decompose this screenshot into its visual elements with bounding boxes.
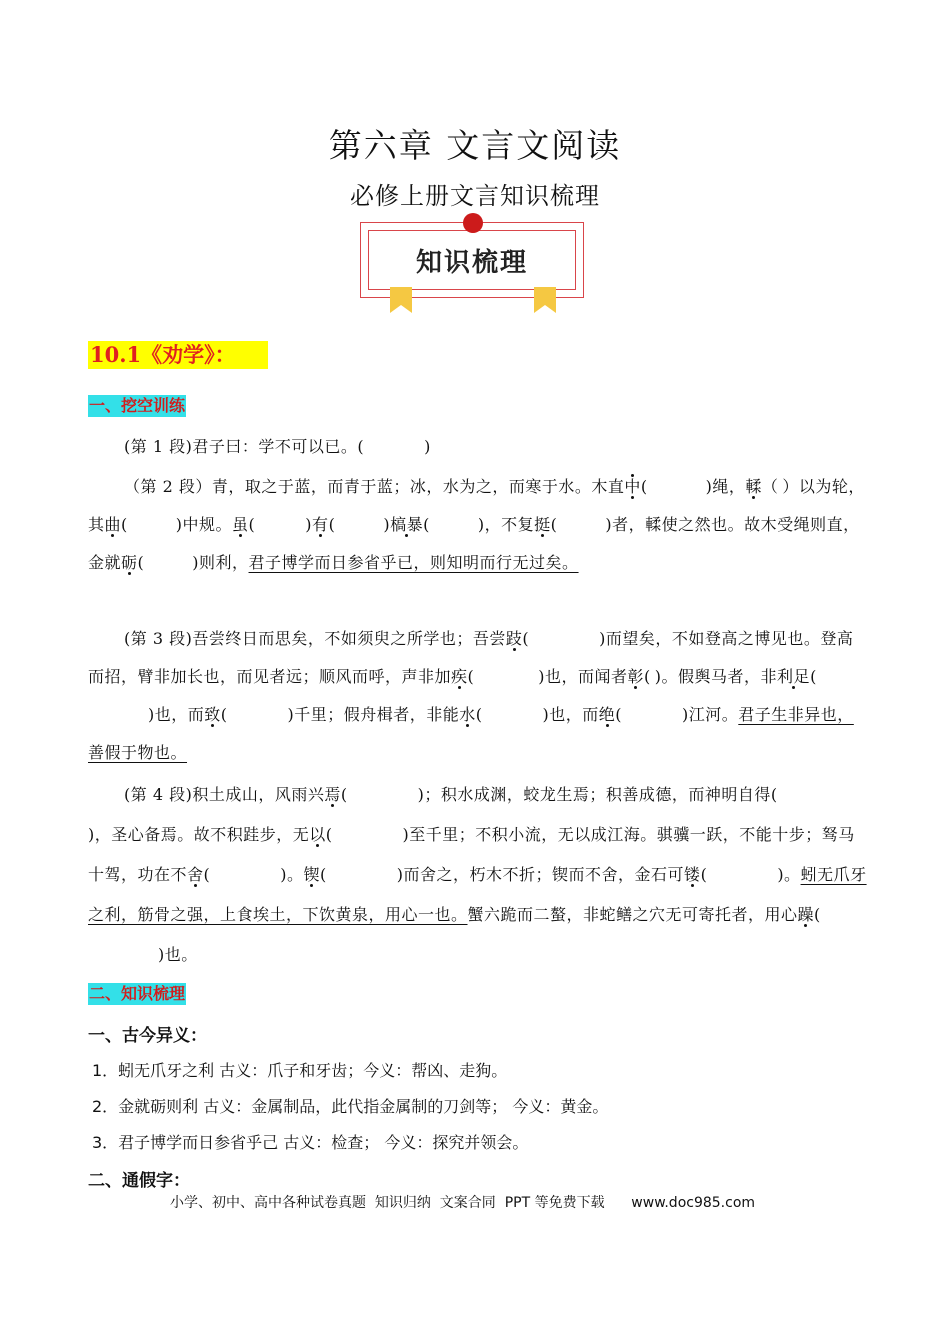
text-span: (第 4 段)积土成山，风雨兴 xyxy=(124,785,325,804)
dotted-word: 锲 xyxy=(303,865,321,884)
dotted-word: 疾 xyxy=(451,667,468,686)
section-title: 10.1《劝学》： xyxy=(88,341,268,369)
text-span: (第 1 段)君子曰：学不可以已。( xyxy=(124,437,365,456)
text-span: )而望矣，不如登高之博见也。登高而招，臂非加长也，而见者远；顺风而呼，声非加 xyxy=(88,629,854,686)
text-span: ( xyxy=(121,515,128,534)
text-span: ）以为轮，其 xyxy=(88,477,865,534)
dotted-word: 焉 xyxy=(324,785,341,804)
paragraph-4 xyxy=(88,775,868,975)
text-span: ( xyxy=(340,785,348,804)
chapter-title: 第六章 文言文阅读 xyxy=(328,126,622,165)
dotted-word: 镂 xyxy=(684,865,701,884)
dotted-word: 躁 xyxy=(797,905,815,924)
text-span: （ xyxy=(761,477,779,496)
ribbon-icon xyxy=(534,287,556,313)
text-span: )，圣心备焉。故不积跬步，无 xyxy=(88,825,310,844)
text-span: )则利， xyxy=(192,553,249,572)
text-span: )，不复 xyxy=(477,515,535,534)
text-span: )绳， xyxy=(705,477,746,496)
ancient-modern-meaning-heading: 一、古今异义： xyxy=(88,1026,207,1046)
text-span: ( xyxy=(814,905,821,924)
dotted-word: 中 xyxy=(624,477,641,496)
underlined-sentence: 君子博学而日参省乎已，则知明而行无过矣。 xyxy=(248,553,579,572)
dotted-word: 致 xyxy=(204,705,221,724)
text-span: )也，而闻者 xyxy=(538,667,628,686)
badge-label: 知识梳理 xyxy=(368,230,576,290)
text-span: )也。 xyxy=(158,945,198,964)
dotted-word: 砺 xyxy=(121,553,138,572)
page-subtitle: 必修上册文言知识梳理 xyxy=(350,182,600,210)
text-span: ( xyxy=(423,515,430,534)
text-span: )至千里；不积小流，无以成江海。骐骥一跃，不能十步；驽马十驾，功在不 xyxy=(88,825,855,884)
text-span: ( xyxy=(137,553,145,572)
text-span: )也，而 xyxy=(148,705,205,724)
dotted-word: 利足 xyxy=(777,667,811,686)
text-span: ( xyxy=(640,477,648,496)
text-span: ( xyxy=(320,865,327,884)
dotted-word: 彰 xyxy=(627,667,645,686)
text-span: ( xyxy=(203,865,211,884)
dotted-word: 以 xyxy=(309,825,326,844)
text-span: ( xyxy=(700,865,708,884)
text-span: )中规。 xyxy=(175,515,233,534)
dotted-word: 跂 xyxy=(505,629,523,648)
text-span: )。 xyxy=(777,865,801,884)
dotted-word: 有 xyxy=(312,515,329,534)
dotted-word: 舍 xyxy=(187,865,204,884)
text-span: ) xyxy=(424,437,431,456)
dotted-word: 水 xyxy=(459,705,476,724)
paragraph-1 xyxy=(88,428,868,466)
text-span: ( xyxy=(328,515,336,534)
text-span: )。 xyxy=(280,865,304,884)
text-span: (第 3 段)吾尝终日而思矣，不如须臾之所学也；吾尝 xyxy=(124,629,506,648)
text-span: )也，而 xyxy=(542,705,599,724)
dotted-word: 輮 xyxy=(745,477,762,496)
list-item: 3．君子博学而日参省乎己 古义：检查； 今义：探究并领会。 xyxy=(92,1133,529,1152)
red-dot-icon xyxy=(463,213,483,233)
knowledge-badge xyxy=(360,213,586,313)
text-span: ( xyxy=(248,515,256,534)
text-span: )；积水成渊，蛟龙生焉；积善成德，而神明自得( xyxy=(417,785,778,804)
dotted-word: 挺 xyxy=(534,515,551,534)
text-span: ( xyxy=(467,667,475,686)
list-item: 2．金就砺则利 古义：金属制品，此代指金属制的刀剑等； 今义：黄金。 xyxy=(92,1097,609,1116)
text-span: ) xyxy=(383,515,391,534)
text-span: ( xyxy=(475,705,483,724)
text-span: ( xyxy=(644,667,651,686)
text-span: )江河。 xyxy=(682,705,739,724)
text-span: )者，輮使之然也。故木受绳则直，金就 xyxy=(88,515,860,572)
dotted-word: 虽 xyxy=(232,515,249,534)
tongjia-heading: 二、通假字： xyxy=(88,1171,190,1191)
text-span: )而舍之，朽木不折；锲而不舍，金石可 xyxy=(396,865,685,884)
footer-text: 小学、初中、高中各种试卷真题 知识归纳 文案合同 PPT 等免费下载 www.doc985.com xyxy=(170,1195,756,1211)
text-span: 蟹六跪而二螯，非蛇鳝之穴无可寄托者，用心 xyxy=(467,905,798,924)
paragraph-3 xyxy=(88,620,868,772)
paragraph-2 xyxy=(88,468,868,582)
dotted-word: 曲 xyxy=(104,515,122,534)
text-span: )千里；假舟楫者，非能 xyxy=(287,705,460,724)
ribbon-icon xyxy=(390,287,412,313)
list-item: 1．蚓无爪牙之利 古义：爪子和牙齿；今义：帮凶、走狗。 xyxy=(92,1061,508,1080)
fill-blank-heading: 一、挖空训练 xyxy=(89,396,186,415)
underlined-sentence: 蚓无爪牙之利，筋骨之强，上食埃土，下饮黄泉，用心一也。 xyxy=(88,865,867,924)
dotted-word: 槁暴 xyxy=(390,515,424,534)
text-span: ( xyxy=(810,667,817,686)
text-span: ( xyxy=(550,515,558,534)
text-span: ( xyxy=(325,825,333,844)
text-span: （第 2 段）青，取之于蓝，而青于蓝；冰，水为之，而寒于水。木直 xyxy=(124,477,625,496)
underlined-sentence: 君子生非异也，善假于物也。 xyxy=(88,705,854,762)
text-span: ( xyxy=(522,629,530,648)
text-span: ) xyxy=(305,515,313,534)
dotted-word: 绝 xyxy=(598,705,616,724)
text-span: )。假舆马者，非 xyxy=(654,667,778,686)
knowledge-heading: 二、知识梳理 xyxy=(89,984,186,1003)
text-span: ( xyxy=(615,705,623,724)
text-span: ( xyxy=(220,705,228,724)
